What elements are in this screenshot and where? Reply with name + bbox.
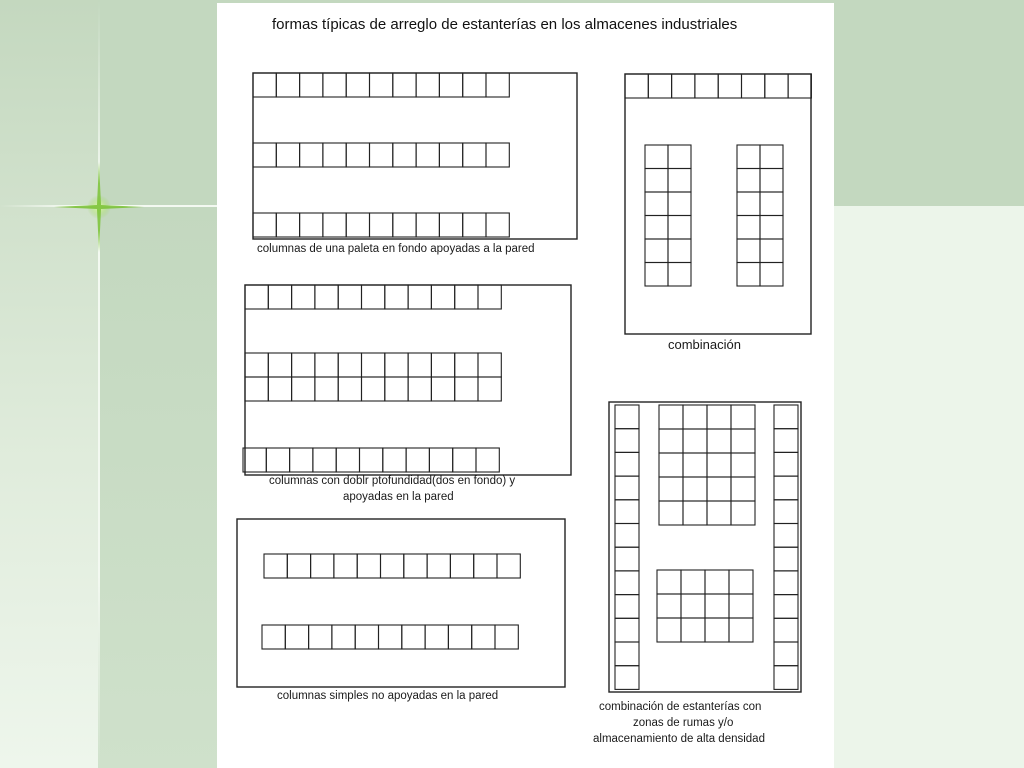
rack-cell xyxy=(245,285,268,309)
bulk-stack-cell xyxy=(659,501,683,525)
rack-cell xyxy=(463,213,486,237)
bulk-stack-cell xyxy=(683,405,707,429)
rack-cell xyxy=(486,73,509,97)
rack-cell xyxy=(408,353,431,377)
rack-cell xyxy=(448,625,471,649)
rack-cell xyxy=(276,73,299,97)
rack-cell xyxy=(737,239,760,263)
rack-cell xyxy=(486,213,509,237)
caption-wall-layout: columnas de una paleta en fondo apoyadas a la pared xyxy=(257,243,535,255)
rack-cell xyxy=(774,452,798,476)
bulk-stack-cell xyxy=(731,405,755,429)
caption-double-depth-line2: apoyadas en la pared xyxy=(343,491,454,503)
rack-cell xyxy=(645,192,668,216)
bulk-stack-cell xyxy=(705,618,729,642)
rack-cell xyxy=(774,524,798,548)
rack-cell xyxy=(478,353,501,377)
rack-cell xyxy=(355,625,378,649)
rack-cell xyxy=(292,353,315,377)
rack-cell xyxy=(645,169,668,193)
rack-cell xyxy=(645,263,668,287)
rack-cell xyxy=(463,143,486,167)
rack-cell xyxy=(788,74,811,98)
rack-cell xyxy=(416,213,439,237)
rack-cell xyxy=(615,642,639,666)
rack-cell xyxy=(742,74,765,98)
rack-cell xyxy=(370,73,393,97)
rack-cell xyxy=(362,377,385,401)
rack-cell xyxy=(332,625,355,649)
rack-cell xyxy=(760,192,783,216)
rack-cell xyxy=(427,554,450,578)
rack-cell xyxy=(668,216,691,240)
rack-cell xyxy=(370,143,393,167)
bulk-stack-cell xyxy=(731,501,755,525)
rack-cell xyxy=(309,625,332,649)
rack-cell xyxy=(668,239,691,263)
bulk-stack-cell xyxy=(705,594,729,618)
bulk-stack-cell xyxy=(729,570,753,594)
scanned-document xyxy=(217,3,834,768)
rack-cell xyxy=(615,429,639,453)
rack-cell xyxy=(381,554,404,578)
rack-cell xyxy=(431,353,454,377)
rack-cell xyxy=(268,377,291,401)
page-title: formas típicas de arreglo de estanterías en los almacenes industriales xyxy=(272,16,738,33)
rack-cell xyxy=(245,377,268,401)
rack-cell xyxy=(311,554,334,578)
bulk-stack-cell xyxy=(707,453,731,477)
caption-simple-layout: columnas simples no apoyadas en la pared xyxy=(277,690,499,702)
bulk-stack-cell xyxy=(683,429,707,453)
rack-cell xyxy=(268,285,291,309)
rack-cell xyxy=(300,143,323,167)
bulk-stack-cell xyxy=(657,618,681,642)
rack-cell xyxy=(760,216,783,240)
bulk-stack-cell xyxy=(659,477,683,501)
rack-cell xyxy=(431,377,454,401)
background-left-panel xyxy=(0,0,98,768)
rack-cell xyxy=(402,625,425,649)
rack-cell xyxy=(463,73,486,97)
rack-cell xyxy=(672,74,695,98)
rack-cell xyxy=(338,377,361,401)
rack-cell xyxy=(393,213,416,237)
rack-cell xyxy=(290,448,313,472)
rack-cell xyxy=(774,571,798,595)
rack-cell xyxy=(408,377,431,401)
bulk-stack-cell xyxy=(707,501,731,525)
caption-dense-line3: almacenamiento de alta densidad xyxy=(593,733,765,745)
rack-cell xyxy=(264,554,287,578)
warehouse-outline-wall xyxy=(253,73,577,239)
bulk-stack-cell xyxy=(657,570,681,594)
rack-cell xyxy=(774,618,798,642)
bulk-stack-cell xyxy=(707,405,731,429)
rack-cell xyxy=(615,476,639,500)
caption-double-depth-line1: columnas con doblr ptofundidad(dos en fondo) y xyxy=(269,475,516,487)
rack-cell xyxy=(645,145,668,169)
rack-cell xyxy=(486,143,509,167)
bulk-stack-cell xyxy=(683,453,707,477)
rack-cell xyxy=(292,377,315,401)
shelving-layouts-drawing xyxy=(217,3,834,768)
rack-cell xyxy=(760,239,783,263)
rack-cell xyxy=(760,263,783,287)
rack-cell xyxy=(760,145,783,169)
caption-combination: combinación xyxy=(668,337,741,352)
rack-cell xyxy=(615,595,639,619)
background-column xyxy=(98,206,218,768)
rack-cell xyxy=(455,377,478,401)
rack-cell xyxy=(383,448,406,472)
rack-cell xyxy=(393,73,416,97)
rack-cell xyxy=(737,169,760,193)
decorative-vertical-line xyxy=(98,0,100,768)
rack-cell xyxy=(357,554,380,578)
rack-cell xyxy=(774,476,798,500)
rack-cell xyxy=(406,448,429,472)
rack-cell xyxy=(362,285,385,309)
rack-cell xyxy=(313,448,336,472)
rack-cell xyxy=(285,625,308,649)
rack-cell xyxy=(645,216,668,240)
bulk-stack-cell xyxy=(707,477,731,501)
rack-cell xyxy=(408,285,431,309)
rack-cell xyxy=(668,145,691,169)
rack-cell xyxy=(774,500,798,524)
rack-cell xyxy=(346,143,369,167)
rack-cell xyxy=(453,448,476,472)
rack-cell xyxy=(478,377,501,401)
bulk-stack-cell xyxy=(683,501,707,525)
bulk-stack-cell xyxy=(731,453,755,477)
rack-cell xyxy=(774,642,798,666)
rack-cell xyxy=(455,353,478,377)
rack-cell xyxy=(455,285,478,309)
rack-cell xyxy=(737,263,760,287)
rack-cell xyxy=(645,239,668,263)
rack-cell xyxy=(695,74,718,98)
rack-cell xyxy=(774,405,798,429)
rack-cell xyxy=(416,73,439,97)
rack-cell xyxy=(774,429,798,453)
rack-cell xyxy=(268,353,291,377)
rack-cell xyxy=(404,554,427,578)
rack-cell xyxy=(323,73,346,97)
warehouse-outline-simple xyxy=(237,519,565,687)
rack-cell xyxy=(385,377,408,401)
rack-cell xyxy=(323,143,346,167)
rack-cell xyxy=(429,448,452,472)
rack-cell xyxy=(338,285,361,309)
rack-cell xyxy=(450,554,473,578)
rack-cell xyxy=(615,547,639,571)
bulk-stack-cell xyxy=(707,429,731,453)
rack-cell xyxy=(346,213,369,237)
rack-cell xyxy=(315,285,338,309)
rack-cell xyxy=(472,625,495,649)
bulk-stack-cell xyxy=(731,429,755,453)
bulk-stack-cell xyxy=(659,429,683,453)
bulk-stack-cell xyxy=(657,594,681,618)
rack-cell xyxy=(315,353,338,377)
rack-cell xyxy=(262,625,285,649)
bulk-stack-cell xyxy=(729,594,753,618)
rack-cell xyxy=(625,74,648,98)
rack-cell xyxy=(385,353,408,377)
bulk-stack-cell xyxy=(681,594,705,618)
rack-cell xyxy=(346,73,369,97)
rack-cell xyxy=(300,213,323,237)
rack-cell xyxy=(474,554,497,578)
rack-cell xyxy=(497,554,520,578)
rack-cell xyxy=(360,448,383,472)
rack-cell xyxy=(439,73,462,97)
sparkle-icon xyxy=(54,162,144,252)
rack-cell xyxy=(615,405,639,429)
caption-dense-line2: zonas de rumas y/o xyxy=(633,717,734,729)
rack-cell xyxy=(615,524,639,548)
bulk-stack-cell xyxy=(705,570,729,594)
rack-cell xyxy=(334,554,357,578)
rack-cell xyxy=(718,74,741,98)
rack-cell xyxy=(668,169,691,193)
rack-cell xyxy=(425,625,448,649)
rack-cell xyxy=(495,625,518,649)
rack-cell xyxy=(648,74,671,98)
rack-cell xyxy=(379,625,402,649)
rack-cell xyxy=(431,285,454,309)
rack-cell xyxy=(253,143,276,167)
rack-cell xyxy=(615,452,639,476)
rack-cell xyxy=(737,216,760,240)
rack-cell xyxy=(243,448,266,472)
bulk-stack-cell xyxy=(683,477,707,501)
rack-cell xyxy=(266,448,289,472)
rack-cell xyxy=(476,448,499,472)
rack-cell xyxy=(737,145,760,169)
rack-cell xyxy=(245,353,268,377)
rack-cell xyxy=(615,666,639,690)
rack-cell xyxy=(336,448,359,472)
rack-cell xyxy=(765,74,788,98)
rack-cell xyxy=(615,571,639,595)
rack-cell xyxy=(615,500,639,524)
rack-cell xyxy=(416,143,439,167)
bulk-stack-cell xyxy=(659,405,683,429)
rack-cell xyxy=(774,595,798,619)
bulk-stack-cell xyxy=(681,618,705,642)
rack-cell xyxy=(276,213,299,237)
bulk-stack-cell xyxy=(681,570,705,594)
rack-cell xyxy=(287,554,310,578)
rack-cell xyxy=(300,73,323,97)
rack-cell xyxy=(253,73,276,97)
rack-cell xyxy=(737,192,760,216)
rack-cell xyxy=(393,143,416,167)
rack-cell xyxy=(668,263,691,287)
rack-cell xyxy=(253,213,276,237)
rack-cell xyxy=(439,143,462,167)
rack-cell xyxy=(668,192,691,216)
rack-cell xyxy=(315,377,338,401)
rack-cell xyxy=(292,285,315,309)
caption-dense-line1: combinación de estanterías con xyxy=(599,701,762,713)
bulk-stack-cell xyxy=(731,477,755,501)
rack-cell xyxy=(478,285,501,309)
rack-cell xyxy=(338,353,361,377)
rack-cell xyxy=(276,143,299,167)
background-right-panel xyxy=(834,206,1024,768)
bulk-stack-cell xyxy=(659,453,683,477)
rack-cell xyxy=(439,213,462,237)
rack-cell xyxy=(370,213,393,237)
rack-cell xyxy=(760,169,783,193)
rack-cell xyxy=(615,618,639,642)
rack-cell xyxy=(774,547,798,571)
rack-cell xyxy=(323,213,346,237)
rack-cell xyxy=(385,285,408,309)
rack-cell xyxy=(774,666,798,690)
bulk-stack-cell xyxy=(729,618,753,642)
rack-cell xyxy=(362,353,385,377)
